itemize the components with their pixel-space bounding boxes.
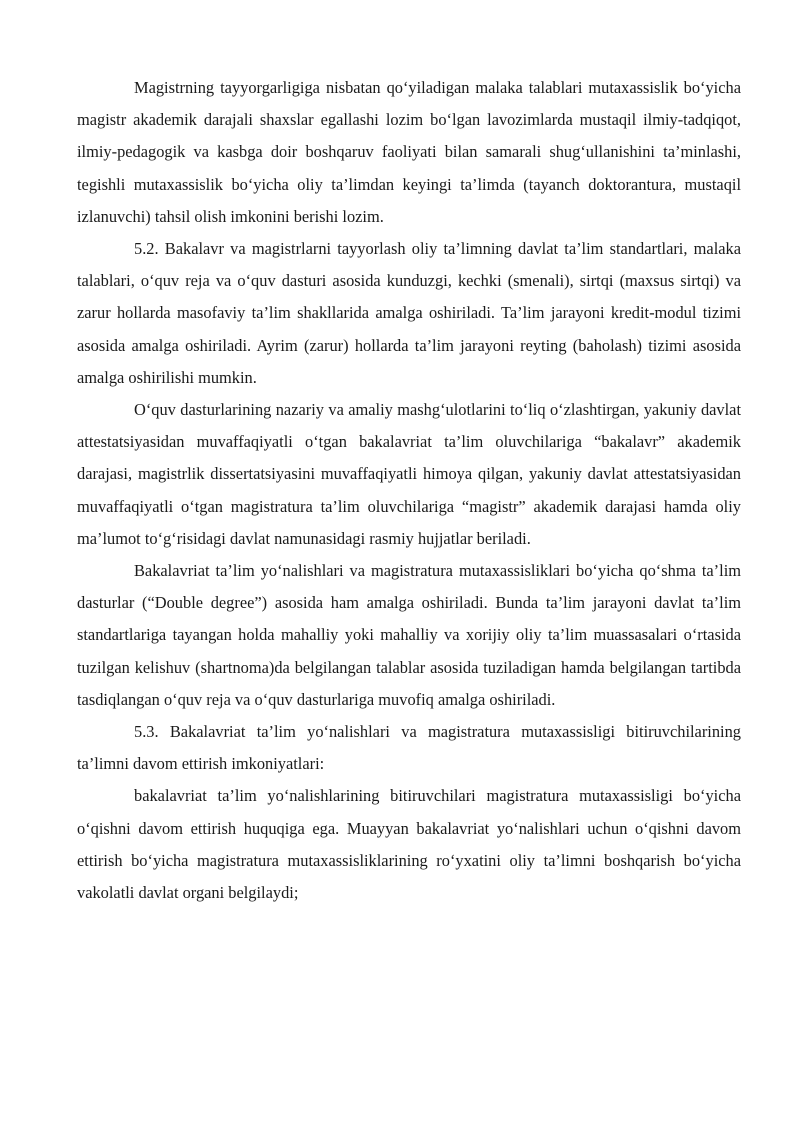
- paragraph-2: 5.2. Bakalavr va magistrlarni tayyorlash oliy ta’limning davlat ta’lim standartlari, malaka talablari, o‘quv reja va o‘quv dasturi asosida kunduzgi, kechki (smenali), sirtqi (maxsus sirtqi) va zarur hollarda masofaviy ta’lim shakllarida amalga oshiriladi. Ta’lim jarayoni kredit-modul tizimi asosida amalga oshiriladi. Ayrim (zarur) hollarda ta’lim jarayoni reyting (baholash) tizimi asosida amalga oshirilishi mumkin.: [77, 239, 741, 387]
- paragraph-1: Magistrning tayyorgarligiga nisbatan qo‘yiladigan malaka talablari mutaxassislik bo‘yicha magistr akademik darajali shaxslar egallashi lozim bo‘lgan lavozimlarda mustaqil ilmiy-tadqiqot, ilmiy-pedagogik va kasbga doir boshqaruv faoliyati bilan samarali shug‘ullanishini ta’minlashi, tegishli mutaxassislik bo‘yicha oliy ta’limdan keyingi ta’limda (tayanch doktorantura, mustaqil izlanuvchi) tahsil olish imkonini berishi lozim.: [77, 78, 741, 226]
- paragraph-3: O‘quv dasturlarining nazariy va amaliy mashg‘ulotlarini to‘liq o‘zlashtirgan, yakuniy davlat attestatsiyasidan muvaffaqiyatli o‘tgan bakalavriat ta’lim oluvchilariga “bakalavr” akademik darajasi, magistrlik dissertatsiyasini muvaffaqiyatli himoya qilgan, yakuniy davlat attestatsiyasidan muvaffaqiyatli o‘tgan magistratura ta’lim oluvchilariga “magistr” akademik darajasi hamda oliy ma’lumot to‘g‘risidagi davlat namunasidagi rasmiy hujjatlar beriladi.: [77, 400, 741, 548]
- document-page: [77, 72, 741, 909]
- paragraph-5: 5.3. Bakalavriat ta’lim yo‘nalishlari va magistratura mutaxassisligi bitiruvchilarining ta’limni davom ettirish imkoniyatlari:: [77, 722, 741, 774]
- paragraph-6: bakalavriat ta’lim yo‘nalishlarining bitiruvchilari magistratura mutaxassisligi bo‘yicha o‘qishni davom ettirish huquqiga ega. Muayyan bakalavriat yo‘nalishlari uchun o‘qishni davom ettirish bo‘yicha magistratura mutaxassisliklarining ro‘yxatini oliy ta’limni boshqarish bo‘yicha vakolatli davlat organi belgilaydi;: [77, 786, 741, 903]
- paragraph-4: Bakalavriat ta’lim yo‘nalishlari va magistratura mutaxassisliklari bo‘yicha qo‘shma ta’lim dasturlar (“Double degree”) asosida ham amalga oshiriladi. Bunda ta’lim jarayoni davlat ta’lim standartlariga tayangan holda mahalliy yoki mahalliy va xorijiy oliy ta’lim muassasalari o‘rtasida tuzilgan kelishuv (shartnoma)da belgilangan talablar asosida tuziladigan hamda belgilangan tartibda tasdiqlangan o‘quv reja va o‘quv dasturlariga muvofiq amalga oshiriladi.: [77, 561, 741, 709]
